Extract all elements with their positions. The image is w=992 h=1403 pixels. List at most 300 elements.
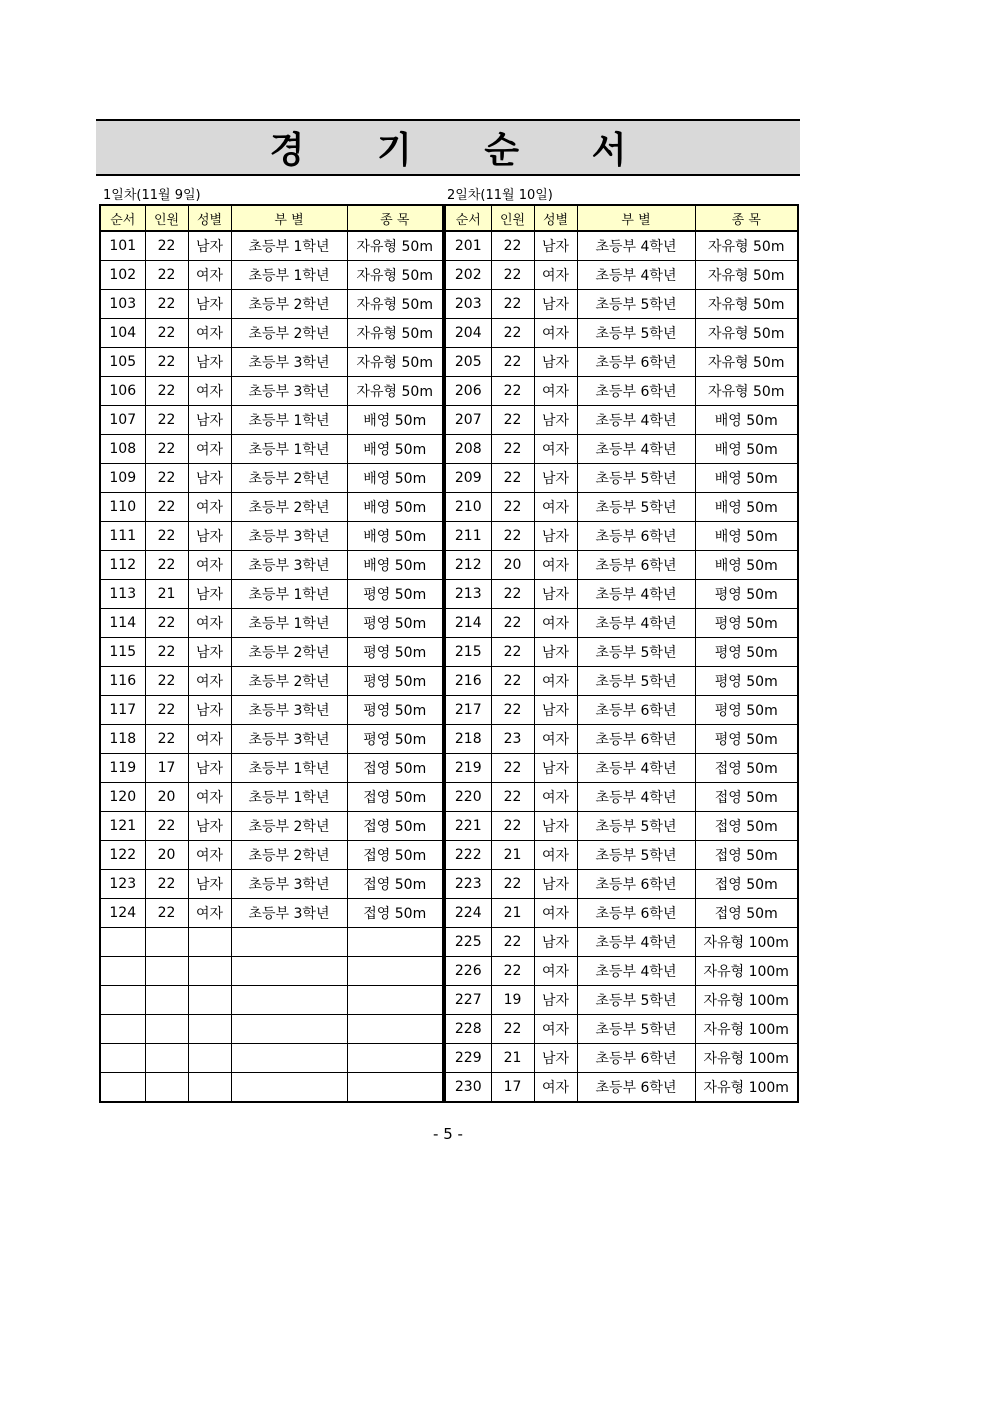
count-cell: 22 (491, 696, 534, 725)
table-row (100, 261, 443, 290)
table-row (100, 696, 443, 725)
division-cell (231, 928, 347, 957)
division-cell: 초등부 6학년 (577, 725, 695, 754)
gender-cell: 남자 (534, 580, 577, 609)
table-row (445, 609, 798, 638)
table-header-row (445, 205, 798, 231)
gender-cell: 여자 (534, 841, 577, 870)
event-cell (347, 957, 443, 986)
table-row (100, 522, 443, 551)
count-cell: 22 (491, 231, 534, 261)
event-cell: 배영 50m (347, 464, 443, 493)
table-row (445, 348, 798, 377)
count-cell (145, 1044, 188, 1073)
order-cell: 220 (445, 783, 491, 812)
table-row (445, 377, 798, 406)
division-cell (231, 957, 347, 986)
count-cell: 22 (491, 493, 534, 522)
gender-cell: 여자 (188, 319, 231, 348)
event-cell: 평영 50m (347, 638, 443, 667)
count-cell: 22 (491, 406, 534, 435)
table-row (445, 870, 798, 899)
division-cell (231, 1015, 347, 1044)
table-row (445, 667, 798, 696)
gender-cell: 여자 (534, 551, 577, 580)
event-cell: 자유형 50m (695, 290, 798, 319)
table-header-row (100, 205, 443, 231)
table-row (445, 1044, 798, 1073)
count-cell: 22 (491, 522, 534, 551)
division-cell: 초등부 5학년 (577, 493, 695, 522)
table-row (100, 899, 443, 928)
table-row (100, 928, 443, 957)
order-cell: 102 (100, 261, 145, 290)
header-count: 인원 (491, 205, 534, 231)
gender-cell: 여자 (188, 667, 231, 696)
event-cell: 접영 50m (347, 783, 443, 812)
count-cell: 23 (491, 725, 534, 754)
division-cell: 초등부 4학년 (577, 231, 695, 261)
gender-cell: 여자 (188, 609, 231, 638)
table-row (445, 290, 798, 319)
order-cell: 225 (445, 928, 491, 957)
gender-cell: 여자 (188, 551, 231, 580)
event-cell: 평영 50m (347, 609, 443, 638)
table-row (100, 1044, 443, 1073)
division-cell: 초등부 5학년 (577, 1015, 695, 1044)
event-cell: 자유형 100m (695, 1073, 798, 1103)
count-cell: 22 (491, 435, 534, 464)
event-cell: 평영 50m (347, 580, 443, 609)
event-cell: 평영 50m (347, 725, 443, 754)
division-cell: 초등부 6학년 (577, 522, 695, 551)
count-cell: 22 (491, 319, 534, 348)
table-row (445, 725, 798, 754)
count-cell: 22 (491, 377, 534, 406)
event-cell: 평영 50m (695, 638, 798, 667)
order-cell: 216 (445, 667, 491, 696)
order-cell: 105 (100, 348, 145, 377)
header-division: 부 별 (577, 205, 695, 231)
event-cell: 접영 50m (695, 899, 798, 928)
gender-cell: 남자 (188, 231, 231, 261)
count-cell: 22 (491, 609, 534, 638)
order-cell: 215 (445, 638, 491, 667)
gender-cell: 남자 (534, 754, 577, 783)
division-cell: 초등부 2학년 (231, 493, 347, 522)
division-cell: 초등부 5학년 (577, 638, 695, 667)
division-cell: 초등부 3학년 (231, 377, 347, 406)
gender-cell: 남자 (188, 290, 231, 319)
order-cell: 101 (100, 231, 145, 261)
count-cell: 21 (491, 841, 534, 870)
gender-cell: 남자 (188, 696, 231, 725)
division-cell: 초등부 5학년 (577, 290, 695, 319)
division-cell: 초등부 3학년 (231, 696, 347, 725)
count-cell: 22 (145, 609, 188, 638)
order-cell: 211 (445, 522, 491, 551)
day2-schedule-table (444, 204, 799, 1103)
division-cell (231, 986, 347, 1015)
gender-cell: 여자 (534, 493, 577, 522)
order-cell: 214 (445, 609, 491, 638)
count-cell: 22 (145, 231, 188, 261)
gender-cell (188, 986, 231, 1015)
division-cell: 초등부 4학년 (577, 261, 695, 290)
gender-cell: 남자 (188, 638, 231, 667)
gender-cell: 여자 (534, 261, 577, 290)
event-cell: 접영 50m (695, 783, 798, 812)
order-cell: 119 (100, 754, 145, 783)
order-cell: 110 (100, 493, 145, 522)
count-cell: 22 (145, 290, 188, 319)
order-cell: 202 (445, 261, 491, 290)
division-cell: 초등부 1학년 (231, 261, 347, 290)
table-row (445, 231, 798, 261)
count-cell: 22 (145, 696, 188, 725)
order-cell: 113 (100, 580, 145, 609)
table-row (445, 754, 798, 783)
event-cell (347, 986, 443, 1015)
gender-cell: 여자 (188, 783, 231, 812)
gender-cell: 남자 (534, 696, 577, 725)
event-cell: 배영 50m (695, 551, 798, 580)
order-cell: 229 (445, 1044, 491, 1073)
gender-cell: 남자 (188, 754, 231, 783)
gender-cell: 여자 (534, 609, 577, 638)
division-cell (231, 1073, 347, 1103)
day1-label: 1일차(11월 9일) (103, 188, 201, 203)
division-cell: 초등부 2학년 (231, 812, 347, 841)
gender-cell: 여자 (188, 377, 231, 406)
division-cell: 초등부 4학년 (577, 928, 695, 957)
gender-cell (188, 1015, 231, 1044)
event-cell: 접영 50m (695, 870, 798, 899)
order-cell: 108 (100, 435, 145, 464)
division-cell: 초등부 3학년 (231, 522, 347, 551)
division-cell: 초등부 4학년 (577, 435, 695, 464)
event-cell: 평영 50m (695, 609, 798, 638)
count-cell: 22 (491, 261, 534, 290)
count-cell: 22 (491, 638, 534, 667)
gender-cell (188, 957, 231, 986)
division-cell: 초등부 6학년 (577, 870, 695, 899)
table-row (100, 783, 443, 812)
count-cell: 22 (145, 348, 188, 377)
division-cell: 초등부 4학년 (577, 406, 695, 435)
order-cell: 213 (445, 580, 491, 609)
event-cell (347, 1044, 443, 1073)
event-cell: 자유형 50m (347, 231, 443, 261)
page-title: 경 기 순 서 (269, 130, 657, 171)
event-cell: 접영 50m (347, 870, 443, 899)
table-row (100, 580, 443, 609)
order-cell: 217 (445, 696, 491, 725)
table-row (100, 348, 443, 377)
order-cell (100, 1015, 145, 1044)
order-cell: 203 (445, 290, 491, 319)
table-row (100, 754, 443, 783)
table-row (445, 899, 798, 928)
gender-cell: 여자 (188, 899, 231, 928)
gender-cell: 남자 (188, 348, 231, 377)
event-cell: 배영 50m (347, 551, 443, 580)
count-cell: 22 (145, 551, 188, 580)
header-gender: 성별 (534, 205, 577, 231)
count-cell: 22 (491, 667, 534, 696)
table-row (445, 406, 798, 435)
count-cell: 22 (145, 870, 188, 899)
event-cell: 접영 50m (695, 754, 798, 783)
count-cell: 22 (145, 261, 188, 290)
table-row (100, 551, 443, 580)
table-row (445, 319, 798, 348)
division-cell: 초등부 2학년 (231, 841, 347, 870)
division-cell: 초등부 2학년 (231, 290, 347, 319)
gender-cell: 여자 (534, 783, 577, 812)
division-cell: 초등부 2학년 (231, 638, 347, 667)
order-cell: 122 (100, 841, 145, 870)
order-cell: 224 (445, 899, 491, 928)
gender-cell: 여자 (534, 957, 577, 986)
event-cell: 자유형 50m (347, 319, 443, 348)
count-cell: 20 (145, 783, 188, 812)
event-cell: 배영 50m (695, 493, 798, 522)
order-cell: 219 (445, 754, 491, 783)
gender-cell: 여자 (534, 1015, 577, 1044)
division-cell: 초등부 5학년 (577, 812, 695, 841)
gender-cell: 여자 (534, 435, 577, 464)
table-row (100, 377, 443, 406)
division-cell: 초등부 3학년 (231, 725, 347, 754)
order-cell: 228 (445, 1015, 491, 1044)
table-row (445, 986, 798, 1015)
count-cell: 22 (491, 348, 534, 377)
event-cell: 접영 50m (347, 841, 443, 870)
order-cell: 112 (100, 551, 145, 580)
division-cell: 초등부 1학년 (231, 406, 347, 435)
order-cell: 123 (100, 870, 145, 899)
event-cell: 자유형 50m (695, 377, 798, 406)
event-cell: 접영 50m (347, 812, 443, 841)
gender-cell: 여자 (534, 899, 577, 928)
table-row (100, 406, 443, 435)
order-cell: 226 (445, 957, 491, 986)
gender-cell: 여자 (534, 667, 577, 696)
count-cell: 21 (145, 580, 188, 609)
count-cell: 22 (145, 812, 188, 841)
order-cell: 109 (100, 464, 145, 493)
order-cell: 120 (100, 783, 145, 812)
count-cell: 22 (145, 725, 188, 754)
count-cell: 22 (145, 406, 188, 435)
order-cell: 103 (100, 290, 145, 319)
count-cell: 22 (145, 493, 188, 522)
gender-cell: 남자 (188, 464, 231, 493)
gender-cell (188, 928, 231, 957)
event-cell: 자유형 50m (695, 261, 798, 290)
event-cell (347, 1073, 443, 1103)
division-cell: 초등부 6학년 (577, 377, 695, 406)
order-cell: 230 (445, 1073, 491, 1103)
count-cell: 22 (145, 377, 188, 406)
gender-cell: 남자 (534, 231, 577, 261)
count-cell: 22 (491, 870, 534, 899)
division-cell: 초등부 5학년 (577, 464, 695, 493)
table-row (100, 231, 443, 261)
count-cell: 22 (491, 290, 534, 319)
table-row (445, 435, 798, 464)
count-cell: 22 (491, 812, 534, 841)
count-cell: 22 (145, 899, 188, 928)
event-cell: 접영 50m (347, 754, 443, 783)
division-cell: 초등부 4학년 (577, 609, 695, 638)
count-cell: 22 (491, 928, 534, 957)
order-cell: 201 (445, 231, 491, 261)
event-cell: 자유형 100m (695, 957, 798, 986)
event-cell (347, 928, 443, 957)
order-cell: 206 (445, 377, 491, 406)
table-row (100, 609, 443, 638)
event-cell: 접영 50m (695, 812, 798, 841)
table-row (445, 783, 798, 812)
order-cell: 106 (100, 377, 145, 406)
order-cell: 207 (445, 406, 491, 435)
table-row (445, 812, 798, 841)
gender-cell: 남자 (188, 580, 231, 609)
order-cell: 223 (445, 870, 491, 899)
event-cell: 평영 50m (695, 580, 798, 609)
table-row (445, 841, 798, 870)
order-cell: 212 (445, 551, 491, 580)
event-cell: 배영 50m (347, 435, 443, 464)
event-cell: 자유형 100m (695, 1044, 798, 1073)
gender-cell: 여자 (188, 725, 231, 754)
count-cell (145, 1073, 188, 1103)
count-cell: 22 (491, 783, 534, 812)
division-cell: 초등부 1학년 (231, 609, 347, 638)
order-cell: 114 (100, 609, 145, 638)
order-cell: 205 (445, 348, 491, 377)
gender-cell: 여자 (188, 841, 231, 870)
event-cell: 자유형 50m (695, 348, 798, 377)
header-order: 순서 (445, 205, 491, 231)
day1-schedule-table (99, 204, 444, 1103)
count-cell: 20 (491, 551, 534, 580)
count-cell: 22 (491, 957, 534, 986)
division-cell: 초등부 1학년 (231, 783, 347, 812)
table-row (100, 725, 443, 754)
table-row (100, 319, 443, 348)
division-cell: 초등부 5학년 (577, 667, 695, 696)
division-cell: 초등부 5학년 (577, 986, 695, 1015)
event-cell: 배영 50m (347, 406, 443, 435)
table-row (100, 464, 443, 493)
gender-cell: 남자 (534, 812, 577, 841)
event-cell: 평영 50m (695, 667, 798, 696)
event-cell: 자유형 100m (695, 1015, 798, 1044)
division-cell: 초등부 4학년 (577, 580, 695, 609)
table-row (445, 464, 798, 493)
table-row (445, 551, 798, 580)
table-row (445, 580, 798, 609)
division-cell: 초등부 2학년 (231, 319, 347, 348)
event-cell: 자유형 100m (695, 928, 798, 957)
division-cell: 초등부 1학년 (231, 231, 347, 261)
count-cell: 22 (145, 464, 188, 493)
count-cell (145, 928, 188, 957)
table-row (100, 957, 443, 986)
gender-cell: 남자 (188, 522, 231, 551)
division-cell: 초등부 4학년 (577, 754, 695, 783)
count-cell: 22 (145, 319, 188, 348)
gender-cell: 남자 (534, 522, 577, 551)
table-row (445, 1073, 798, 1103)
event-cell: 평영 50m (347, 667, 443, 696)
page-title-bar (96, 119, 800, 176)
table-row (100, 435, 443, 464)
header-division: 부 별 (231, 205, 347, 231)
order-cell: 208 (445, 435, 491, 464)
header-event: 종 목 (695, 205, 798, 231)
table-row (445, 522, 798, 551)
event-cell: 자유형 50m (347, 290, 443, 319)
count-cell: 17 (491, 1073, 534, 1103)
table-row (445, 957, 798, 986)
order-cell (100, 957, 145, 986)
table-row (100, 290, 443, 319)
division-cell: 초등부 2학년 (231, 464, 347, 493)
order-cell (100, 986, 145, 1015)
gender-cell: 남자 (188, 406, 231, 435)
gender-cell: 남자 (534, 290, 577, 319)
division-cell: 초등부 5학년 (577, 319, 695, 348)
gender-cell: 남자 (534, 406, 577, 435)
order-cell: 115 (100, 638, 145, 667)
count-cell: 22 (491, 580, 534, 609)
event-cell: 배영 50m (695, 522, 798, 551)
event-cell: 평영 50m (347, 696, 443, 725)
division-cell: 초등부 6학년 (577, 348, 695, 377)
table-row (445, 493, 798, 522)
division-cell: 초등부 6학년 (577, 1073, 695, 1103)
order-cell (100, 928, 145, 957)
order-cell: 221 (445, 812, 491, 841)
event-cell: 배영 50m (695, 435, 798, 464)
event-cell: 자유형 50m (695, 231, 798, 261)
event-cell: 자유형 50m (347, 348, 443, 377)
gender-cell: 여자 (534, 1073, 577, 1103)
division-cell: 초등부 3학년 (231, 348, 347, 377)
count-cell: 19 (491, 986, 534, 1015)
order-cell: 222 (445, 841, 491, 870)
event-cell (347, 1015, 443, 1044)
division-cell: 초등부 2학년 (231, 667, 347, 696)
table-row (100, 841, 443, 870)
gender-cell: 남자 (188, 870, 231, 899)
event-cell: 자유형 50m (347, 261, 443, 290)
order-cell: 111 (100, 522, 145, 551)
gender-cell: 남자 (534, 348, 577, 377)
order-cell: 204 (445, 319, 491, 348)
order-cell: 227 (445, 986, 491, 1015)
order-cell: 107 (100, 406, 145, 435)
order-cell (100, 1044, 145, 1073)
order-cell: 118 (100, 725, 145, 754)
count-cell: 22 (491, 464, 534, 493)
gender-cell: 여자 (188, 493, 231, 522)
table-row (100, 493, 443, 522)
